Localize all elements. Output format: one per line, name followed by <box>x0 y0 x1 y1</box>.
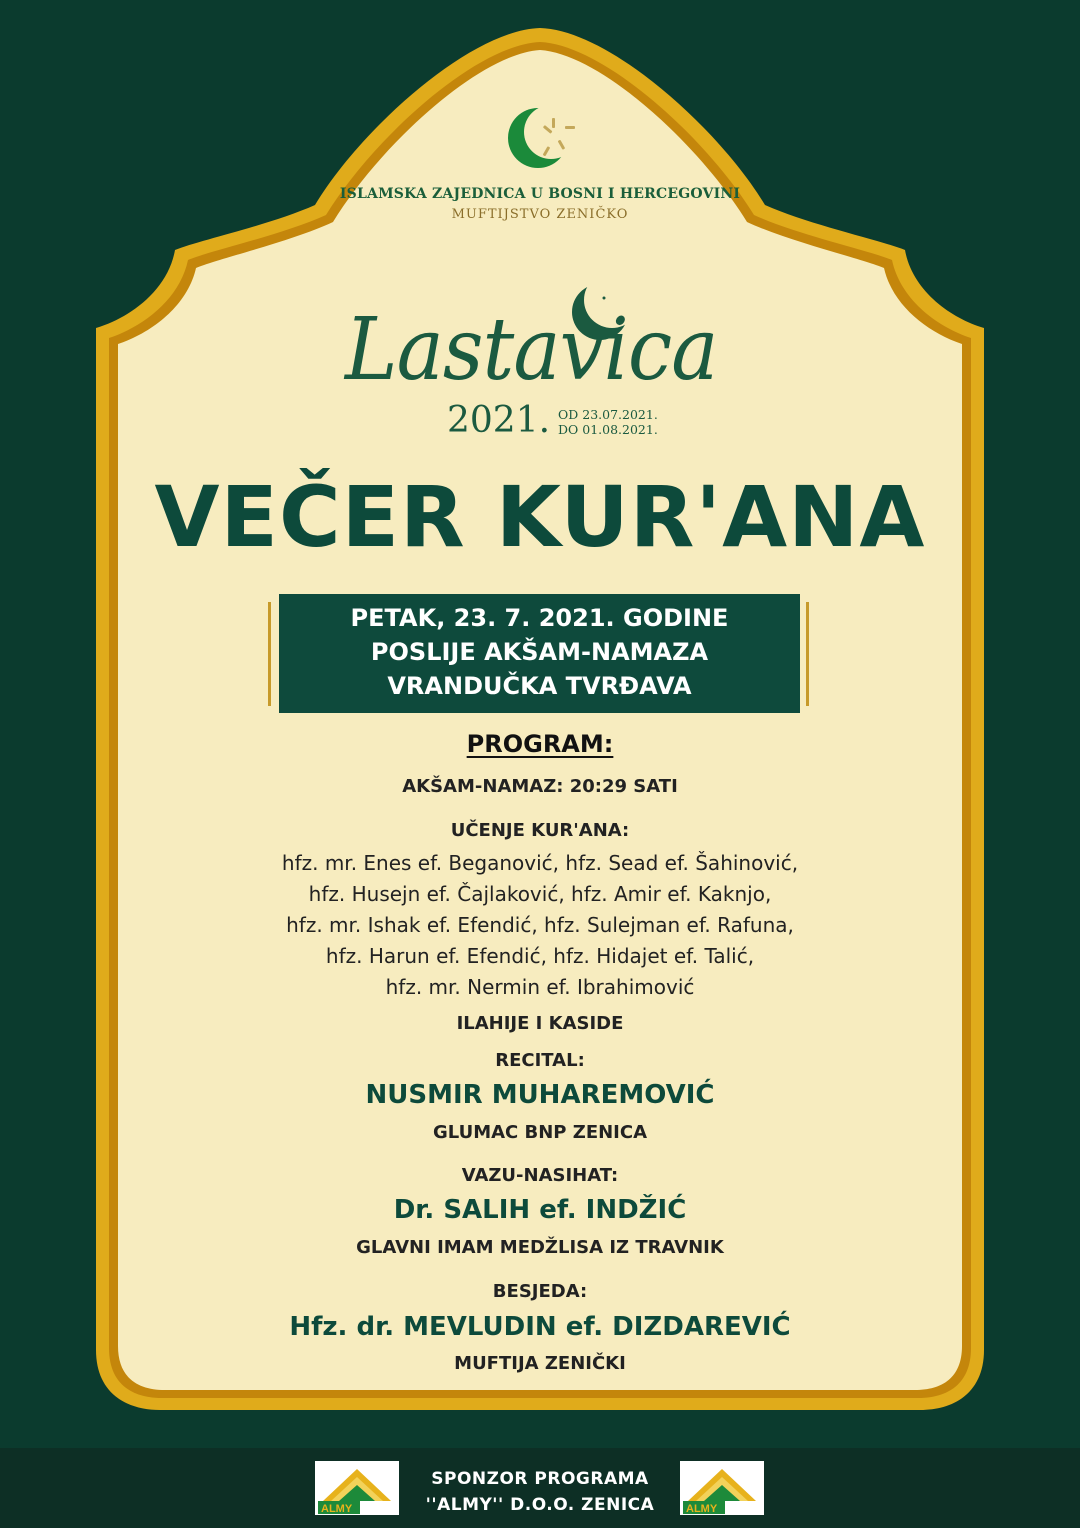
vaz-heading: VAZU-NASIHAT: <box>461 1165 619 1186</box>
info-box <box>279 594 800 713</box>
right-divider <box>806 602 809 706</box>
sponsor-text <box>405 1466 675 1518</box>
vaz-role: GLAVNI IMAM MEDŽLISA IZ TRAVNIK <box>356 1237 724 1258</box>
recital-role: GLUMAC BNP ZENICA <box>432 1122 648 1143</box>
info-time: POSLIJE AKŠAM-NAMAZA <box>370 638 709 666</box>
event-year: 2021. <box>447 400 551 441</box>
event-script-title: Lastavica <box>345 300 718 400</box>
reciter-line: hfz. Husejn ef. Čajlaković, hfz. Amir ef. Kaknjo, <box>308 882 772 906</box>
reciter-line: hfz. Harun ef. Efendić, hfz. Hidajet ef. Talić, <box>325 944 755 968</box>
recital-name: NUSMIR MUHAREMOVIĆ <box>365 1080 715 1110</box>
date-from: OD 23.07.2021. <box>558 407 658 422</box>
ucenje-heading: UČENJE KUR'ANA: <box>450 820 630 841</box>
recital-heading: RECITAL: <box>495 1050 585 1071</box>
info-date: PETAK, 23. 7. 2021. GODINE <box>350 604 729 632</box>
reciter-line: hfz. mr. Nermin ef. Ibrahimović <box>385 975 695 999</box>
aksam-time: AKŠAM-NAMAZ: 20:29 SATI <box>402 776 678 797</box>
sponsor-logo-right <box>680 1461 764 1515</box>
info-location: VRANDUČKA TVRĐAVA <box>387 672 692 700</box>
besjeda-heading: BESJEDA: <box>492 1281 588 1302</box>
besjeda-role: MUFTIJA ZENIČKI <box>454 1353 626 1374</box>
besjeda-name: Hfz. dr. MEVLUDIN ef. DIZDAREVIĆ <box>289 1312 791 1342</box>
date-to: DO 01.08.2021. <box>558 422 658 437</box>
org-subtitle: MUFTIJSTVO ZENIČKO <box>451 207 629 222</box>
vaz-name: Dr. SALIH ef. INDŽIĆ <box>393 1195 687 1225</box>
event-dates <box>558 407 658 437</box>
sponsor-logo-text: ALMY <box>686 1503 718 1515</box>
reciter-line: hfz. mr. Ishak ef. Efendić, hfz. Sulejman ef. Rafuna, <box>286 913 794 937</box>
ilahije: ILAHIJE I KASIDE <box>456 1013 624 1034</box>
sponsor-line1: SPONZOR PROGRAMA <box>431 1469 649 1489</box>
main-title: VEČER KUR'ANA <box>154 468 926 566</box>
sponsor-line2: ''ALMY'' D.O.O. ZENICA <box>425 1495 655 1515</box>
org-name: ISLAMSKA ZAJEDNICA U BOSNI I HERCEGOVINI <box>339 186 741 202</box>
reciter-line: hfz. mr. Enes ef. Beganović, hfz. Sead ef. Šahinović, <box>281 851 799 875</box>
program-heading: PROGRAM: <box>466 730 614 758</box>
left-divider <box>268 602 271 706</box>
sponsor-logo-text: ALMY <box>321 1503 353 1515</box>
sponsor-logo-left <box>315 1461 399 1515</box>
reciters-list <box>0 848 1080 1003</box>
